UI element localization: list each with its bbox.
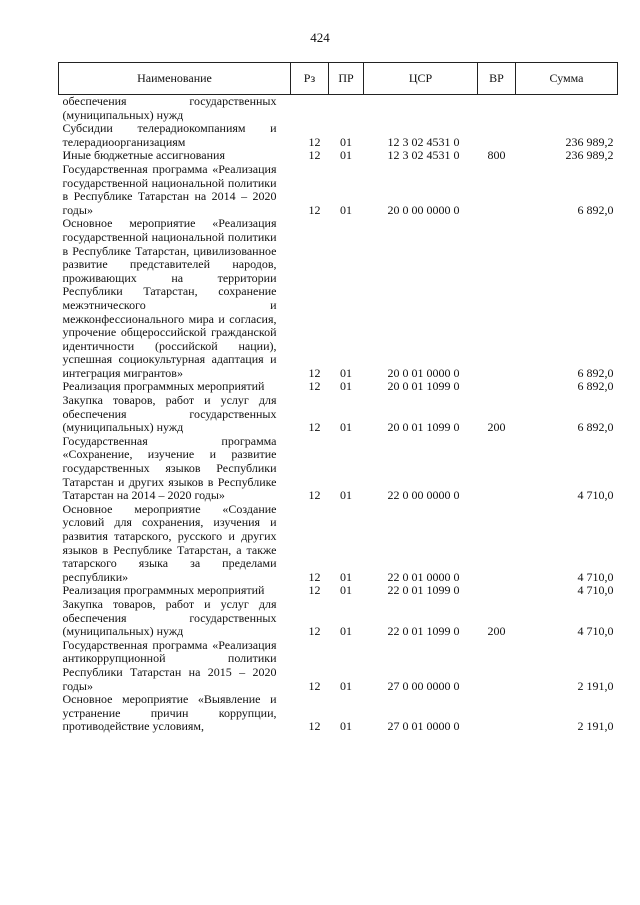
row-name: Закупка товаров, работ и услуг для обеспечения государственных (муниципальных) нужд <box>62 393 277 435</box>
row-rz: 12 <box>308 134 321 149</box>
row-rz: 12 <box>308 148 321 163</box>
row-csr: 22 0 01 1099 0 <box>387 624 460 639</box>
table-row <box>59 639 618 693</box>
row-rz: 12 <box>308 488 321 503</box>
table-body <box>59 95 618 734</box>
row-pr: 01 <box>340 148 352 163</box>
row-csr: 12 3 02 4531 0 <box>387 134 460 149</box>
table-row <box>59 584 618 598</box>
row-rz: 12 <box>308 678 321 693</box>
row-name: Реализация программных мероприятий <box>62 583 265 598</box>
header-rz: Рз <box>291 63 329 95</box>
row-rz: 12 <box>308 202 321 217</box>
row-pr: 01 <box>340 379 352 394</box>
row-vr <box>478 693 516 734</box>
row-sum: 2 191,0 <box>577 719 614 734</box>
row-vr <box>478 122 516 149</box>
table-row <box>59 380 618 394</box>
row-pr: 01 <box>340 583 352 598</box>
row-sum: 6 892,0 <box>577 379 614 394</box>
row-vr: 200 <box>487 420 506 435</box>
row-csr: 22 0 00 0000 0 <box>387 488 460 503</box>
row-pr: 01 <box>340 624 352 639</box>
row-name: Реализация программных мероприятий <box>62 379 265 394</box>
row-rz: 12 <box>308 420 321 435</box>
table-header <box>59 63 618 95</box>
table-row <box>59 598 618 639</box>
row-vr <box>478 639 516 693</box>
row-pr: 01 <box>340 202 352 217</box>
row-sum: 6 892,0 <box>577 202 614 217</box>
header-vr: ВР <box>478 63 516 95</box>
table-row <box>59 149 618 163</box>
row-sum: 6 892,0 <box>577 420 614 435</box>
table-row <box>59 163 618 217</box>
header-name: Наименование <box>59 63 291 95</box>
table-row <box>59 693 618 734</box>
row-sum: 236 989,2 <box>565 148 614 163</box>
row-rz: 12 <box>308 583 321 598</box>
row-csr: 22 0 01 0000 0 <box>387 569 460 584</box>
row-pr: 01 <box>340 678 352 693</box>
row-sum <box>516 95 618 123</box>
table-row <box>59 122 618 149</box>
budget-table <box>58 62 618 734</box>
row-sum: 4 710,0 <box>577 569 614 584</box>
row-pr: 01 <box>340 569 352 584</box>
table-row <box>59 95 618 123</box>
row-name: Государственная программа «Сохранение, изучение и развитие государственных языков Республики Татарстан и других языков в Республике Татарстан на 2014 – 2020 годы» <box>62 433 277 503</box>
row-vr: 800 <box>487 148 506 163</box>
row-pr <box>329 95 364 123</box>
row-csr: 20 0 01 0000 0 <box>387 365 460 380</box>
row-sum: 6 892,0 <box>577 365 614 380</box>
row-rz: 12 <box>308 365 321 380</box>
row-name: Иные бюджетные ассигнования <box>62 148 225 163</box>
row-pr: 01 <box>340 719 352 734</box>
row-pr: 01 <box>340 134 352 149</box>
row-csr: 20 0 00 0000 0 <box>387 202 460 217</box>
row-rz: 12 <box>308 719 321 734</box>
row-name: Субсидии телерадиокомпаниям и телерадиоорганизациям <box>62 121 277 149</box>
row-vr <box>478 584 516 598</box>
page-number: 424 <box>310 30 330 45</box>
row-csr: 27 0 00 0000 0 <box>387 678 460 693</box>
row-pr: 01 <box>340 420 352 435</box>
table-row <box>59 217 618 380</box>
row-sum: 4 710,0 <box>577 488 614 503</box>
header-csr: ЦСР <box>364 63 478 95</box>
row-vr <box>478 217 516 380</box>
row-vr <box>478 435 516 503</box>
header-pr: ПР <box>329 63 364 95</box>
row-vr <box>478 163 516 217</box>
row-csr: 27 0 01 0000 0 <box>387 719 460 734</box>
row-rz: 12 <box>308 379 321 394</box>
row-csr <box>364 95 478 123</box>
header-sum: Сумма <box>516 63 618 95</box>
row-csr: 20 0 01 1099 0 <box>387 379 460 394</box>
table-row <box>59 503 618 585</box>
row-sum: 4 710,0 <box>577 583 614 598</box>
row-rz <box>291 95 329 123</box>
table-row <box>59 435 618 503</box>
row-vr <box>478 380 516 394</box>
row-csr: 20 0 01 1099 0 <box>387 420 460 435</box>
row-name: Закупка товаров, работ и услуг для обеспечения государственных (муниципальных) нужд <box>62 596 277 639</box>
table-row <box>59 394 618 435</box>
row-vr <box>478 95 516 123</box>
row-csr: 12 3 02 4531 0 <box>387 148 460 163</box>
row-name: Государственная программа «Реализация государственной национальной политики в Республике Татарстан на 2014 – 2020 годы» <box>62 161 277 217</box>
row-sum: 2 191,0 <box>577 678 614 693</box>
row-name: Основное мероприятие «Выявление и устранение причин коррупции, противодействие условиям, <box>62 692 277 734</box>
row-vr: 200 <box>487 624 506 639</box>
row-pr: 01 <box>340 488 352 503</box>
row-pr: 01 <box>340 365 352 380</box>
row-name: Основное мероприятие «Реализация государственной национальной политики в Республике Татарстан, цивилизованное развитие представителей народов, проживающих на территории Республики Татарстан, сохранение межэтнического и межконфессионального мира и согласия, упрочение общероссийской гражданской идентичности (российской нации), успешная социокультурная адаптация и интеграция мигрантов» <box>62 216 277 380</box>
row-csr: 22 0 01 1099 0 <box>387 583 460 598</box>
row-name: Государственная программа «Реализация антикоррупционной политики Республики Татарстан на 2015 – 2020 годы» <box>62 637 277 693</box>
row-name: обеспечения государственных (муниципальных) нужд <box>62 94 277 122</box>
row-rz: 12 <box>308 624 321 639</box>
row-sum: 236 989,2 <box>565 134 614 149</box>
row-vr <box>478 503 516 585</box>
row-sum: 4 710,0 <box>577 624 614 639</box>
row-rz: 12 <box>308 569 321 584</box>
header-row <box>59 63 618 95</box>
row-name: Основное мероприятие «Создание условий для сохранения, изучения и развития татарского, русского и других языков в Республике Татарстан, а также татарского языка за пределами республики» <box>62 501 277 584</box>
